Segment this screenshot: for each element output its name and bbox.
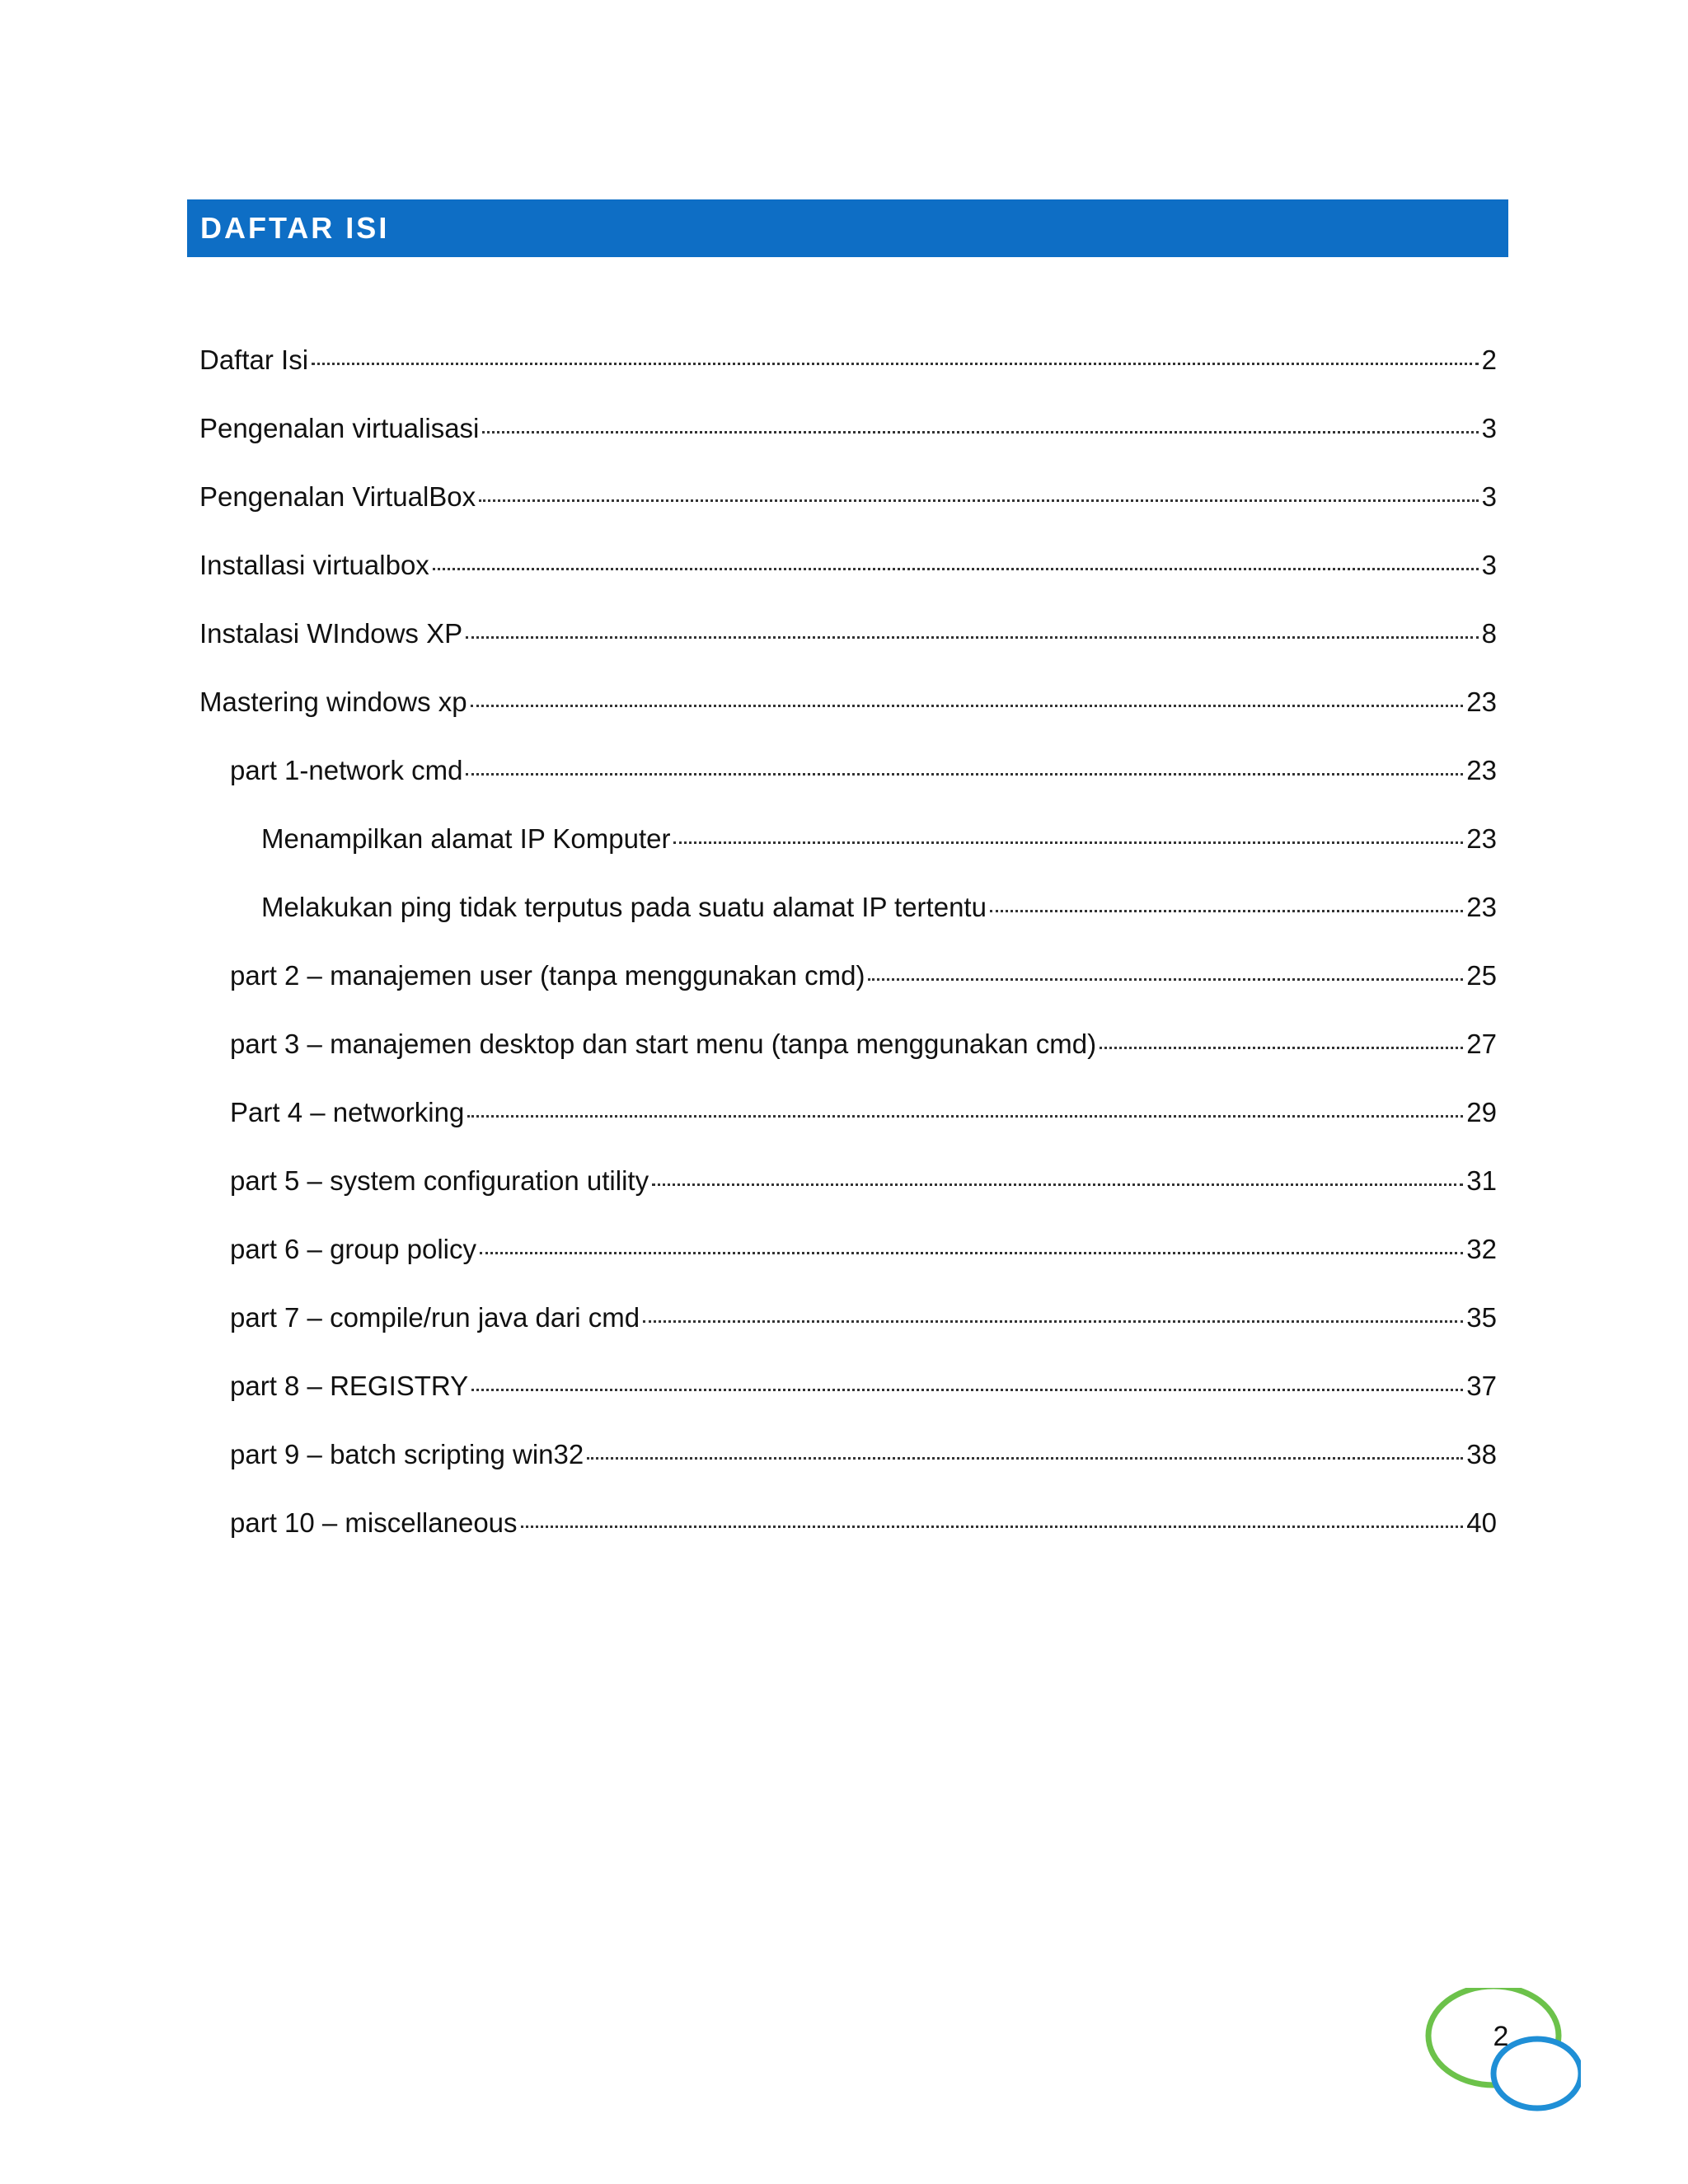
toc-entry[interactable] — [199, 618, 1497, 687]
toc-entry[interactable] — [199, 550, 1497, 618]
toc-entry-page: 23 — [1466, 755, 1497, 785]
toc-dot-leader — [990, 910, 1463, 912]
toc-entry[interactable] — [199, 481, 1497, 550]
toc-entry-label: Installasi virtualbox — [199, 550, 429, 580]
toc-dot-leader — [471, 1389, 1463, 1391]
toc-dot-leader — [467, 1115, 1463, 1118]
toc-entry[interactable] — [199, 892, 1497, 960]
toc-dot-leader — [587, 1457, 1463, 1460]
toc-entry-label: part 5 – system configuration utility — [230, 1165, 649, 1196]
toc-entry[interactable] — [199, 413, 1497, 481]
toc-dot-leader — [479, 499, 1479, 502]
toc-entry-page: 3 — [1481, 413, 1497, 443]
toc-entry[interactable] — [199, 1439, 1497, 1507]
toc-entry-page: 3 — [1481, 550, 1497, 580]
toc-entry[interactable] — [199, 687, 1497, 755]
toc-entry-label: Daftar Isi — [199, 344, 309, 375]
toc-entry[interactable] — [199, 1234, 1497, 1302]
toc-dot-leader — [482, 431, 1478, 434]
toc-entry-label: Menampilkan alamat IP Komputer — [261, 823, 671, 854]
toc-entry-label: Pengenalan VirtualBox — [199, 481, 476, 512]
toc-dot-leader — [1100, 1047, 1463, 1049]
toc-dot-leader — [466, 636, 1479, 639]
toc-entry-page: 31 — [1466, 1165, 1497, 1196]
toc-entry-page: 25 — [1466, 960, 1497, 991]
toc-entry[interactable] — [199, 1165, 1497, 1234]
table-of-contents — [199, 344, 1497, 1576]
toc-dot-leader — [521, 1526, 1464, 1528]
toc-entry-page: 8 — [1481, 618, 1497, 649]
page-rings-icon — [1416, 1988, 1581, 2128]
toc-entry[interactable] — [199, 344, 1497, 413]
toc-entry-label: part 6 – group policy — [230, 1234, 477, 1264]
toc-entry-label: Part 4 – networking — [230, 1097, 465, 1127]
toc-entry-page: 23 — [1466, 823, 1497, 854]
toc-dot-leader — [643, 1320, 1463, 1323]
toc-entry[interactable] — [199, 1029, 1497, 1097]
toc-entry-page: 27 — [1466, 1029, 1497, 1059]
toc-entry[interactable] — [199, 1097, 1497, 1165]
toc-dot-leader — [480, 1252, 1463, 1254]
toc-entry[interactable] — [199, 1302, 1497, 1371]
toc-entry-label: Instalasi WIndows XP — [199, 618, 463, 649]
page-title: DAFTAR ISI — [200, 211, 390, 245]
toc-entry-label: part 9 – batch scripting win32 — [230, 1439, 584, 1469]
toc-dot-leader — [868, 978, 1463, 981]
toc-entry-page: 2 — [1481, 344, 1497, 375]
toc-entry[interactable] — [199, 960, 1497, 1029]
toc-entry-page: 29 — [1466, 1097, 1497, 1127]
toc-entry[interactable] — [199, 1371, 1497, 1439]
toc-entry-page: 23 — [1466, 687, 1497, 717]
toc-entry-page: 37 — [1466, 1371, 1497, 1401]
toc-entry-label: Melakukan ping tidak terputus pada suatu alamat IP tertentu — [261, 892, 987, 922]
section-header-bar — [187, 199, 1508, 257]
toc-entry-page: 32 — [1466, 1234, 1497, 1264]
toc-entry-page: 38 — [1466, 1439, 1497, 1469]
page-number-badge — [1416, 1988, 1581, 2128]
toc-entry-page: 40 — [1466, 1507, 1497, 1538]
toc-dot-leader — [652, 1183, 1463, 1186]
toc-entry-page: 3 — [1481, 481, 1497, 512]
toc-dot-leader — [673, 841, 1463, 844]
toc-dot-leader — [466, 773, 1463, 776]
toc-entry-label: part 3 – manajemen desktop dan start menu (tanpa menggunakan cmd) — [230, 1029, 1097, 1059]
toc-entry-page: 23 — [1466, 892, 1497, 922]
toc-entry-label: part 7 – compile/run java dari cmd — [230, 1302, 640, 1333]
toc-dot-leader — [433, 568, 1479, 570]
toc-entry[interactable] — [199, 1507, 1497, 1576]
toc-dot-leader — [312, 363, 1479, 365]
toc-entry-label: part 2 – manajemen user (tanpa menggunakan cmd) — [230, 960, 865, 991]
toc-entry-label: Pengenalan virtualisasi — [199, 413, 480, 443]
toc-entry-label: part 8 – REGISTRY — [230, 1371, 469, 1401]
toc-entry[interactable] — [199, 755, 1497, 823]
toc-entry-label: part 10 – miscellaneous — [230, 1507, 518, 1538]
toc-entry-page: 35 — [1466, 1302, 1497, 1333]
toc-entry-label: Mastering windows xp — [199, 687, 467, 717]
toc-entry[interactable] — [199, 823, 1497, 892]
page-number: 2 — [1493, 2021, 1509, 2052]
toc-dot-leader — [471, 705, 1464, 707]
toc-entry-label: part 1-network cmd — [230, 755, 463, 785]
